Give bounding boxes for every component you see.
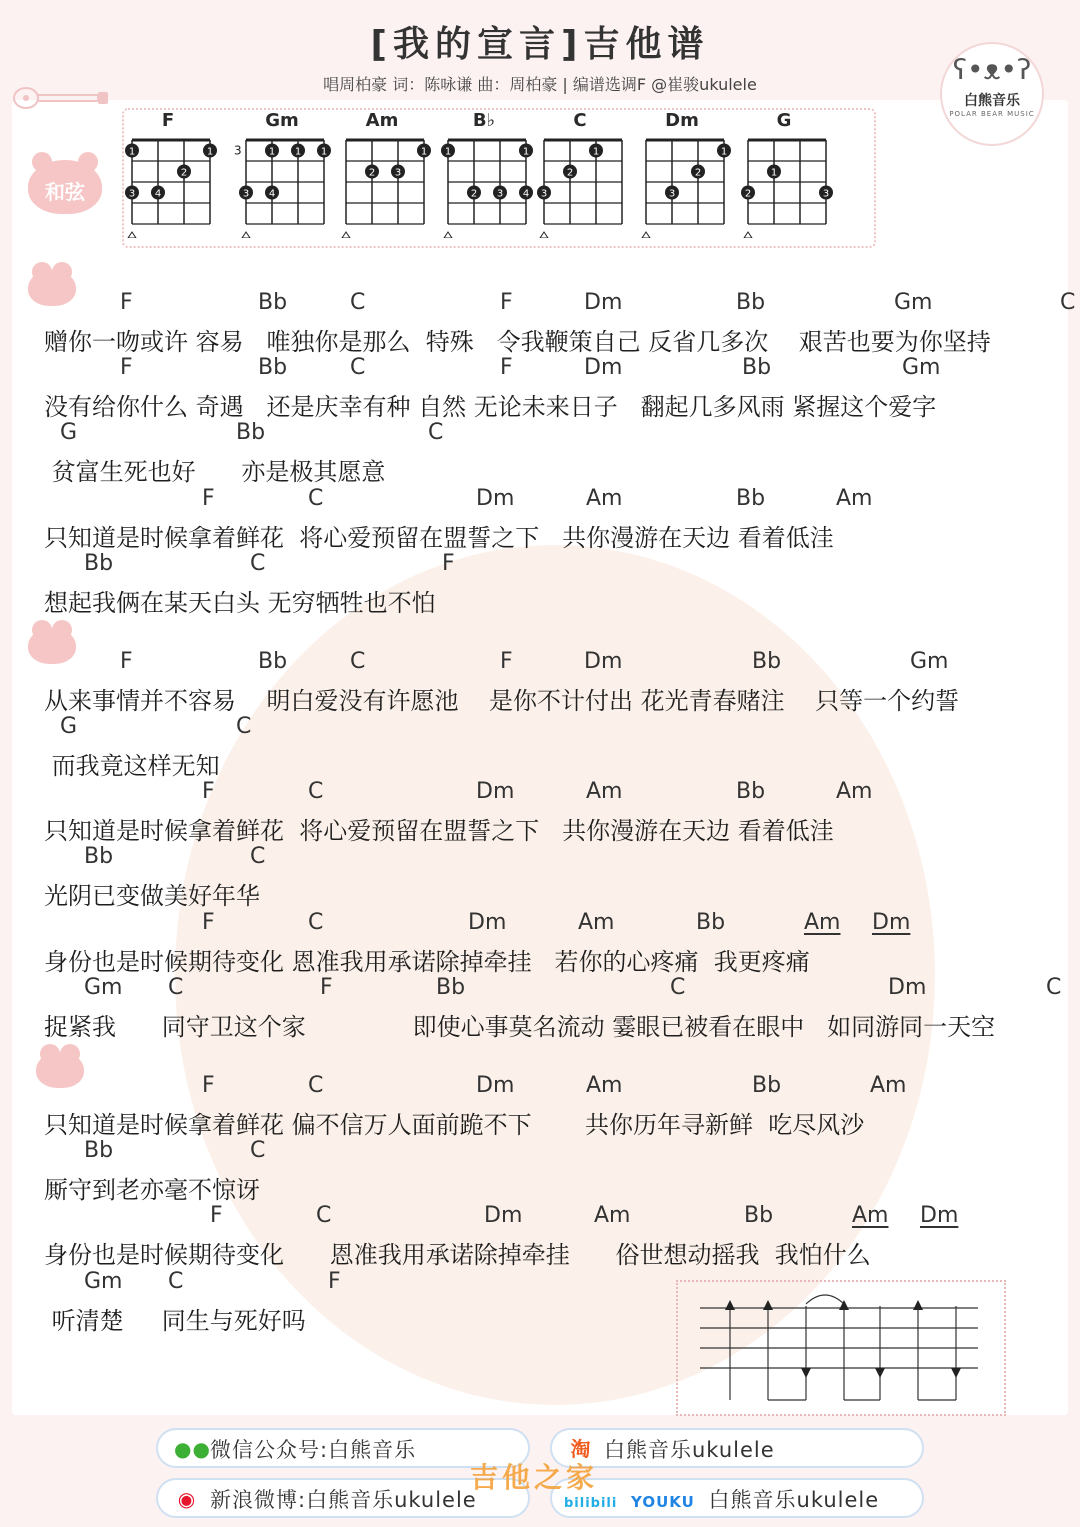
svg-text:1: 1 — [592, 146, 600, 158]
svg-text:2: 2 — [744, 188, 752, 200]
lyric-line: 而我竟这样无知 — [44, 752, 220, 780]
chord-symbol: C — [350, 649, 366, 674]
chord-symbol: C — [308, 910, 324, 935]
lyric-line: 身份也是时候期待变化 恩准我用承诺除掉牵挂 若你的心疼痛 我更疼痛 — [44, 948, 810, 976]
weibo-icon: ◉ — [177, 1487, 197, 1511]
chord-row — [44, 649, 1074, 679]
chord-row — [44, 355, 1074, 385]
chord-row — [44, 844, 1074, 874]
chord-symbol: F — [500, 649, 513, 674]
chord-symbol: Dm — [888, 975, 927, 1000]
chord-fretboard — [232, 134, 332, 238]
taobao-store[interactable] — [550, 1428, 924, 1468]
chord-symbol: C — [350, 290, 366, 315]
chord-diagram — [530, 110, 630, 240]
svg-text:1: 1 — [720, 146, 728, 158]
chord-diagram — [632, 110, 732, 240]
chord-symbol: Bb — [736, 486, 766, 511]
taobao-icon: 淘 — [570, 1437, 592, 1461]
svg-text:2: 2 — [180, 167, 188, 179]
svg-text:2: 2 — [368, 167, 376, 179]
wechat-icon: ●● — [174, 1437, 211, 1461]
taobao-label: 白熊音乐ukulele — [604, 1438, 775, 1462]
chord-symbol: Dm — [584, 355, 623, 380]
chord-symbol: Dm — [872, 910, 911, 935]
lyric-line: 捉紧我 同守卫这个家 即使心事莫名流动 霎眼已被看在眼中 如同游同一天空 — [44, 1013, 996, 1041]
svg-text:1: 1 — [522, 146, 530, 158]
chord-symbol: Am — [586, 1073, 623, 1098]
strum-pattern-diagram — [676, 1280, 1006, 1416]
chord-symbol: C — [428, 420, 444, 445]
svg-text:3: 3 — [496, 188, 504, 200]
chord-symbol: Gm — [902, 355, 941, 380]
lyric-line: 厮守到老亦毫不惊讶 — [44, 1176, 260, 1204]
chord-symbol: Am — [586, 486, 623, 511]
chord-section-badge — [28, 160, 102, 214]
chord-fretboard — [530, 134, 630, 238]
wechat-label: 微信公众号:白熊音乐 — [210, 1438, 417, 1462]
chord-symbol: C — [1046, 975, 1062, 1000]
chord-symbol: G — [60, 420, 78, 445]
chord-diagram — [332, 110, 432, 240]
chord-symbol: Bb — [696, 910, 726, 935]
chord-symbol: Dm — [476, 486, 515, 511]
lyric-line: 想起我俩在某天白头 无穷牺牲也不怕 — [44, 589, 436, 617]
chord-name: G — [776, 110, 792, 131]
youku-icon: YOUKU — [631, 1493, 695, 1511]
lyric-line: 只知道是时候拿着鲜花 将心爱预留在盟誓之下 共你漫游在天边 看着低洼 — [44, 524, 834, 552]
chord-symbol: C — [250, 1138, 266, 1163]
svg-text:3: 3 — [540, 188, 548, 200]
svg-text:3: 3 — [668, 188, 676, 200]
chord-symbol: F — [202, 1073, 215, 1098]
svg-text:1: 1 — [320, 146, 328, 158]
chord-row — [44, 714, 1074, 744]
bilibili-icon: bilibili — [564, 1496, 618, 1511]
chord-symbol: F — [500, 355, 513, 380]
svg-text:3: 3 — [394, 167, 402, 179]
chord-diagram — [434, 110, 534, 240]
svg-text:1: 1 — [770, 167, 778, 179]
chord-symbol: Dm — [584, 649, 623, 674]
chord-symbol: Bb — [736, 290, 766, 315]
brand-logo — [940, 42, 1044, 146]
svg-text:2: 2 — [566, 167, 574, 179]
chord-symbol: Am — [594, 1203, 631, 1228]
chord-name: Dm — [665, 110, 699, 131]
chord-symbol: Am — [870, 1073, 907, 1098]
chord-name: C — [573, 110, 587, 131]
chord-row — [44, 1138, 1074, 1168]
chord-symbol: F — [320, 975, 333, 1000]
chord-symbol: Dm — [584, 290, 623, 315]
chord-symbol: Am — [836, 486, 873, 511]
lyric-line: 只知道是时候拿着鲜花 偏不信万人面前跪不下 共你历年寻新鲜 吃尽风沙 — [44, 1111, 865, 1139]
chord-symbol: Am — [836, 779, 873, 804]
chord-symbol: C — [250, 551, 266, 576]
chord-row — [44, 779, 1074, 809]
chord-row — [44, 1203, 1074, 1233]
svg-text:3: 3 — [242, 188, 250, 200]
chord-fretboard — [118, 134, 218, 238]
svg-text:4: 4 — [268, 188, 276, 200]
svg-text:4: 4 — [522, 188, 530, 200]
chord-symbol: C — [1060, 290, 1076, 315]
lyric-line: 光阴已变做美好年华 — [44, 882, 260, 910]
chord-name: Am — [365, 110, 399, 131]
chord-symbol: F — [120, 355, 133, 380]
chord-row — [44, 420, 1074, 450]
chord-name: F — [161, 110, 175, 131]
chord-fretboard — [332, 134, 432, 238]
chord-symbol: Bb — [436, 975, 466, 1000]
svg-text:2: 2 — [470, 188, 478, 200]
chord-symbol: Bb — [752, 649, 782, 674]
svg-text:1: 1 — [294, 146, 302, 158]
chord-symbol: Am — [852, 1203, 889, 1228]
chord-symbol: C — [316, 1203, 332, 1228]
chord-symbol: Bb — [736, 779, 766, 804]
chord-diagram — [232, 110, 332, 240]
logo-subtext: POLAR BEAR MUSIC — [949, 110, 1035, 118]
chord-symbol: C — [308, 486, 324, 511]
lyric-line: 身份也是时候期待变化 恩准我用承诺除掉牵挂 俗世想动摇我 我怕什么 — [44, 1241, 871, 1269]
chord-symbol: F — [202, 486, 215, 511]
chord-symbol: Bb — [742, 355, 772, 380]
chord-symbol: Dm — [920, 1203, 959, 1228]
lyric-line: 没有给你什么 奇遇 还是庆幸有种 自然 无论未来日子 翻起几多风雨 紧握这个爱字 — [44, 393, 937, 421]
chord-symbol: Bb — [84, 551, 114, 576]
chord-row — [44, 486, 1074, 516]
chord-row — [44, 910, 1074, 940]
chord-symbol: Dm — [476, 779, 515, 804]
svg-text:1: 1 — [128, 146, 136, 158]
chord-row — [44, 1073, 1074, 1103]
chord-symbol: F — [120, 290, 133, 315]
chord-symbol: C — [308, 779, 324, 804]
chord-diagram — [118, 110, 218, 240]
chord-fretboard — [734, 134, 834, 238]
svg-text:3: 3 — [128, 188, 136, 200]
chord-symbol: Gm — [910, 649, 949, 674]
chord-symbol: F — [202, 910, 215, 935]
chord-symbol: C — [350, 355, 366, 380]
chord-name: B♭ — [472, 110, 496, 131]
chord-symbol: C — [250, 844, 266, 869]
chord-symbol: Gm — [894, 290, 933, 315]
lyric-line: 贫富生死也好 亦是极其愿意 — [44, 458, 386, 486]
video-channels[interactable] — [550, 1478, 924, 1518]
chord-symbol: Am — [586, 779, 623, 804]
svg-text:1: 1 — [420, 146, 428, 158]
chord-symbol: Bb — [258, 290, 288, 315]
chord-symbol: Am — [804, 910, 841, 935]
svg-text:4: 4 — [154, 188, 162, 200]
svg-text:1: 1 — [444, 146, 452, 158]
chord-symbol: Bb — [752, 1073, 782, 1098]
chord-symbol: C — [670, 975, 686, 1000]
chord-row — [44, 975, 1074, 1005]
chord-symbol: Am — [578, 910, 615, 935]
chord-symbol: C — [236, 714, 252, 739]
chord-row — [44, 290, 1074, 320]
song-credits: 唱周柏豪 词：陈咏谦 曲：周柏豪 | 编谱选调F @崔骏ukulele — [323, 75, 757, 94]
chord-symbol: Gm — [84, 975, 123, 1000]
chord-symbol: C — [308, 1073, 324, 1098]
chord-symbol: Gm — [84, 1269, 123, 1294]
svg-text:2: 2 — [694, 167, 702, 179]
lyric-line: 从来事情并不容易 明白爱没有许愿池 是你不计付出 花光青春赌注 只等一个约誓 — [44, 687, 960, 715]
chord-symbol: Dm — [476, 1073, 515, 1098]
chord-symbol: Bb — [84, 844, 114, 869]
chord-symbol: Dm — [468, 910, 507, 935]
svg-text:3: 3 — [234, 143, 242, 158]
chord-name: Gm — [265, 110, 299, 131]
chord-symbol: F — [442, 551, 455, 576]
chord-symbol: Bb — [258, 355, 288, 380]
chord-symbol: F — [202, 779, 215, 804]
polar-bear-icon: ʕ•ᴥ•ʔ — [952, 53, 1032, 86]
svg-text:1: 1 — [268, 146, 276, 158]
lyric-line: 听清楚 同生与死好吗 — [44, 1307, 306, 1335]
weibo-label: 新浪微博:白熊音乐ukulele — [210, 1488, 477, 1512]
chord-badge-label: 和弦 — [45, 180, 85, 204]
chord-symbol: F — [328, 1269, 341, 1294]
logo-text: 白熊音乐 — [964, 93, 1020, 109]
chord-symbol: F — [210, 1203, 223, 1228]
chord-symbol: Bb — [236, 420, 266, 445]
lyric-line: 赠你一吻或许 容易 唯独你是那么 特殊 令我鞭策自己 反省几多次 艰苦也要为你坚持 — [44, 328, 991, 356]
site-watermark: 吉他之家 — [470, 1461, 599, 1494]
chord-diagram — [734, 110, 834, 240]
lyric-line: 只知道是时候拿着鲜花 将心爱预留在盟誓之下 共你漫游在天边 看着低洼 — [44, 817, 834, 845]
chord-symbol: F — [500, 290, 513, 315]
svg-text:1: 1 — [206, 146, 214, 158]
page-title: [我的宣言]吉他谱 — [370, 24, 710, 65]
chord-symbol: G — [60, 714, 78, 739]
chord-symbol: Bb — [84, 1138, 114, 1163]
chord-symbol: C — [168, 1269, 184, 1294]
video-label: 白熊音乐ukulele — [708, 1488, 880, 1512]
chord-row — [44, 551, 1074, 581]
svg-text:3: 3 — [822, 188, 830, 200]
chord-symbol: Bb — [258, 649, 288, 674]
chord-symbol: Dm — [484, 1203, 523, 1228]
chord-symbol: C — [168, 975, 184, 1000]
chord-symbol: F — [120, 649, 133, 674]
chord-fretboard — [434, 134, 534, 238]
chord-symbol: Bb — [744, 1203, 774, 1228]
chord-fretboard — [632, 134, 732, 238]
